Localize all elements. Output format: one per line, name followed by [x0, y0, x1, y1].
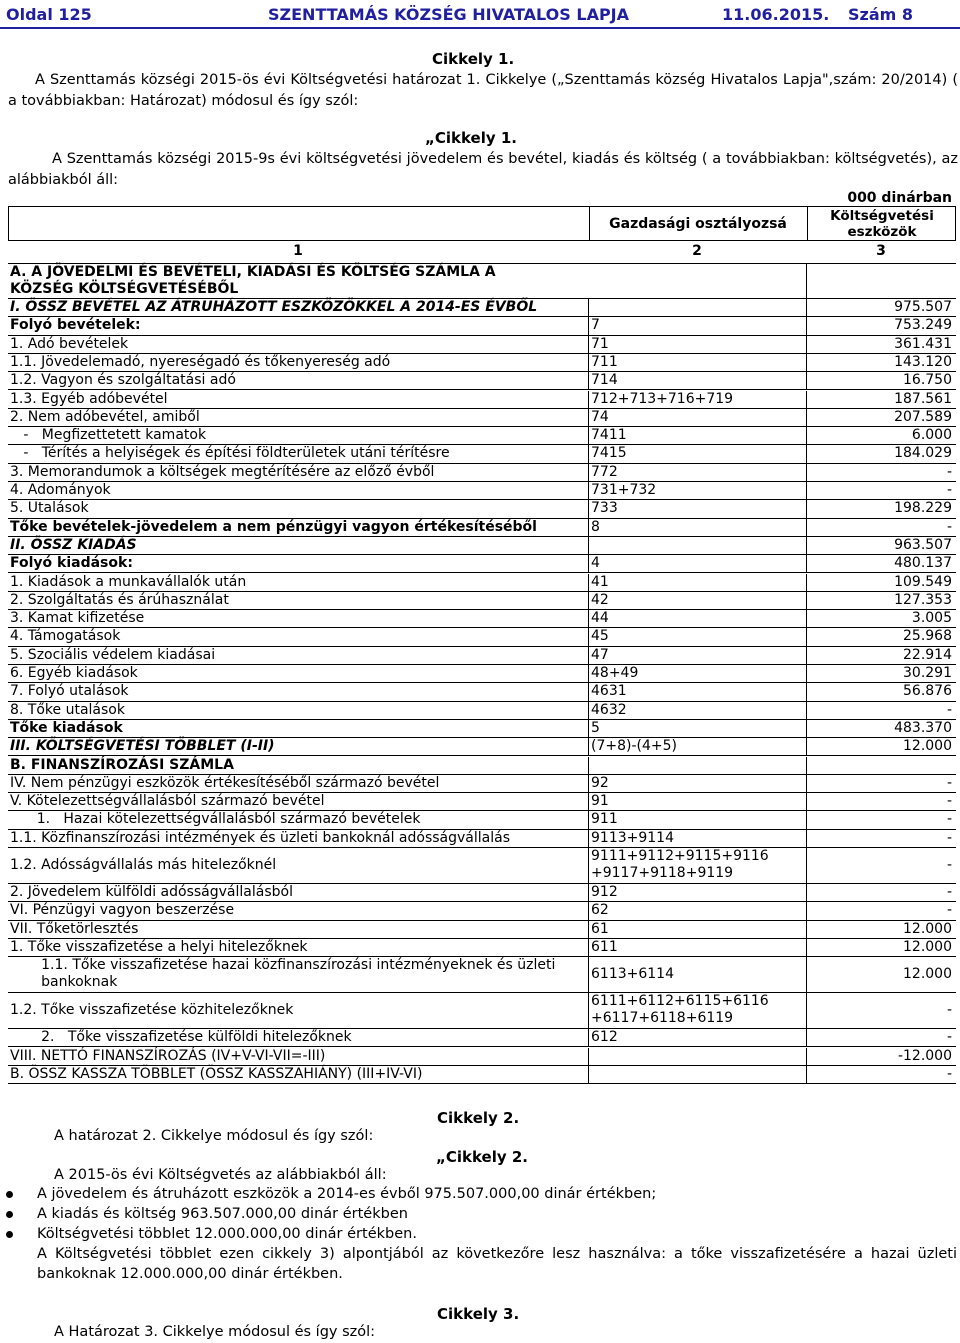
row-amount: - — [946, 1065, 952, 1082]
row-classification: 712+713+716+719 — [591, 390, 734, 407]
row-classification: 4631 — [591, 683, 627, 700]
table-row — [8, 665, 956, 683]
row-classification: 4632 — [591, 701, 627, 718]
table-row — [8, 628, 956, 646]
row-classification: 71 — [591, 335, 609, 352]
row-amount: 12.000 — [903, 920, 952, 937]
row-label: 4. Adományok — [10, 482, 111, 498]
row-amount: 207.589 — [894, 408, 952, 425]
row-label: 1.1. Tőke visszafizetése hazai közfinanszírozási intézményeknek és üzleti bankoknak — [10, 957, 556, 991]
article-3-lead: A Határozat 3. Cikkelye módosul és így szól: — [54, 1324, 376, 1340]
row-classification: 44 — [591, 610, 609, 627]
row-label: 1.2. Vagyon és szolgáltatási adó — [10, 372, 236, 389]
row-amount: 483.370 — [894, 719, 952, 736]
table-row — [8, 811, 956, 829]
table-row — [8, 993, 956, 1029]
bullet-icon — [6, 1231, 13, 1238]
row-classification: 911 — [591, 811, 618, 828]
row-amount: 127.353 — [894, 591, 952, 608]
table-row — [8, 793, 956, 811]
row-classification: 62 — [591, 902, 609, 919]
article-3-title: Cikkely 3. — [437, 1305, 520, 1323]
row-classification: 9113+9114 — [591, 829, 674, 846]
row-classification: 41 — [591, 573, 609, 590]
row-amount: - — [946, 463, 952, 480]
col-header-economic-classification: Gazdasági osztályozsá — [609, 216, 787, 232]
table-row — [8, 957, 956, 993]
table-row — [8, 574, 956, 592]
row-classification: 45 — [591, 628, 609, 645]
table-row — [8, 720, 956, 738]
row-label: Folyó bevételek: — [10, 317, 141, 334]
row-amount: - — [946, 518, 952, 535]
table-row — [8, 738, 956, 756]
row-label: 2. Szolgáltatás és árúhasználat — [10, 591, 229, 608]
row-amount: 12.000 — [903, 738, 952, 755]
col-header-budget-funds: Költségvetési eszközök — [830, 208, 934, 240]
table-row — [8, 830, 956, 848]
row-label: 1.1. Közfinanszírozási intézmények és üzleti bankoknál adósságvállalás — [10, 829, 511, 846]
table-row — [8, 391, 956, 409]
row-classification: 714 — [591, 372, 618, 389]
row-label: 3. Kamat kifizetése — [10, 610, 145, 627]
row-amount: 12.000 — [903, 938, 952, 955]
table-row — [8, 354, 956, 372]
row-classification: 4 — [591, 555, 600, 572]
table-row — [8, 1066, 956, 1084]
table-row — [8, 482, 956, 500]
row-label: B. ÖSSZ KASSZA TÖBBLET (ÖSSZ KASSZAHIÁNY) (III+IV-VI) — [10, 1065, 423, 1082]
row-classification: 7415 — [591, 445, 627, 462]
table-row — [8, 445, 956, 463]
table-row — [8, 683, 956, 701]
table-row — [8, 555, 956, 573]
article-2-lead: A határozat 2. Cikkelye módosul és így szól: — [54, 1128, 374, 1144]
bullet-item: Költségvetési többlet 12.000.000,00 dinár értékben. — [0, 1224, 957, 1244]
table-row — [8, 757, 956, 775]
row-amount: - — [946, 774, 952, 791]
row-amount: - — [946, 793, 952, 810]
row-amount: - — [946, 482, 952, 498]
table-row — [8, 299, 956, 317]
row-label: 5. Utalások — [10, 500, 89, 517]
row-label: 2. Nem adóbevétel, amiből — [10, 408, 200, 425]
row-classification: (7+8)-(4+5) — [591, 738, 677, 755]
row-amount: 480.137 — [894, 555, 952, 572]
row-classification: 74 — [591, 408, 609, 425]
row-amount: 143.120 — [894, 353, 952, 370]
bullet-icon — [6, 1211, 13, 1218]
row-classification: 5 — [591, 719, 600, 736]
row-label: V. Kötelezettségvállalásból származó bevétel — [10, 793, 325, 810]
table-row — [8, 317, 956, 335]
article-2-quote-title: „Cikkely 2. — [436, 1148, 529, 1166]
article-1-title: Cikkely 1. — [432, 50, 515, 68]
row-classification: 42 — [591, 591, 609, 608]
table-unit: 000 dinárban — [847, 190, 952, 206]
row-label: A. A JÖVEDELMI ÉS BEVÉTELI, KIADÁSI ÉS KÖLTSÉG SZÁMLA A KÖZSÉG KÖLTSÉGVETÉSÉBŐL — [10, 264, 496, 297]
row-amount: - — [946, 902, 952, 919]
row-amount: 22.914 — [903, 646, 952, 663]
table-row — [8, 519, 956, 537]
table-row — [8, 537, 956, 555]
row-classification: 7 — [591, 317, 600, 334]
row-label: I. ÖSSZ BEVÉTEL AZ ÁTRUHÁZOTT ESZKÖZÖKKEL A 2014-ES ÉVBŐL — [10, 299, 538, 315]
table-header — [8, 206, 956, 241]
table-row — [8, 336, 956, 354]
article-1-quote-text: A Szenttamás községi 2015-9s évi költségvetési jövedelem és bevétel, kiadás és költség ( a továbbiakban: költségvetés), az alábbiakból áll: — [8, 151, 958, 188]
table-row — [8, 464, 956, 482]
row-amount: 963.507 — [894, 536, 952, 553]
row-label: 3. Memorandumok a költségek megtérítésére az előző évből — [10, 463, 435, 480]
row-label: 4. Támogatások — [10, 628, 121, 645]
row-classification: 92 — [591, 774, 609, 791]
row-label: - Térítés a helyiségek és építési földterületek utáni térítésre — [10, 445, 450, 462]
row-label: IV. Nem pénzügyi eszközök értékesítéséből származó bevétel — [10, 774, 440, 791]
row-classification: 6113+6114 — [591, 966, 674, 983]
issue-date: 11.06.2015. — [722, 5, 830, 24]
row-classification: 8 — [591, 518, 600, 535]
row-amount: 12.000 — [903, 966, 952, 983]
row-label: Tőke kiadások — [10, 719, 123, 736]
article-1-intro: A Szenttamás községi 2015-ös évi Költségvetési határozat 1. Cikkelye („Szenttamás község Hivatalos Lapja",szám: 20/2014) ( a továbbiakban: Határozat) módosul és így szól: — [8, 72, 958, 109]
row-amount: 6.000 — [911, 427, 952, 444]
row-amount: 187.561 — [894, 390, 952, 407]
row-amount: - — [946, 1029, 952, 1046]
row-classification: 611 — [591, 938, 618, 955]
page-header — [0, 5, 960, 29]
issue-number: Szám 8 — [848, 5, 914, 24]
table-row — [8, 427, 956, 445]
table-row — [8, 263, 956, 299]
table-row — [8, 939, 956, 957]
table-row — [8, 848, 956, 884]
table-row — [8, 921, 956, 939]
row-amount: 109.549 — [894, 573, 952, 590]
article-2-title: Cikkely 2. — [437, 1109, 520, 1127]
article-2-bullets — [0, 1184, 960, 1284]
row-classification: 7411 — [591, 427, 627, 444]
row-label: 1.1. Jövedelemadó, nyereségadó és tőkenyereség adó — [10, 353, 391, 370]
row-amount: 198.229 — [894, 500, 952, 517]
row-amount: - — [946, 857, 952, 873]
row-label: VI. Pénzügyi vagyon beszerzése — [10, 902, 235, 919]
row-label: 2. Tőke visszafizetése külföldi hitelezőknek — [10, 1029, 352, 1046]
table-row — [8, 409, 956, 427]
table-row — [8, 372, 956, 390]
row-label: 8. Tőke utalások — [10, 701, 125, 718]
bullet-item: A jövedelem és átruházott eszközök a 2014-es évből 975.507.000,00 dinár értékben; — [0, 1184, 957, 1204]
column-number-row: 1 2 3 — [293, 243, 886, 259]
row-label: - Megfizettetett kamatok — [10, 427, 207, 444]
row-amount: -12.000 — [897, 1047, 952, 1064]
row-classification: 6111+6112+6115+6116 +6117+6118+6119 — [591, 993, 769, 1027]
row-amount: - — [946, 884, 952, 900]
row-label: 1. Adó bevételek — [10, 335, 129, 352]
bullet-item: A Költségvetési többlet ezen cikkely 3) alpontjából az következőre lesz használva: a tőke visszafizetésére a hazai üzleti bankoknak 12.000.000,00 dinár értékben. — [37, 1246, 957, 1282]
table-row — [8, 702, 956, 720]
row-classification: 47 — [591, 646, 609, 663]
article-1-quote-title: „Cikkely 1. — [425, 129, 518, 147]
table-row — [8, 884, 956, 902]
row-amount: 3.005 — [911, 610, 952, 627]
bullet-item: A kiadás és költség 963.507.000,00 dinár értékben — [0, 1204, 957, 1224]
row-label: 1. Tőke visszafizetése a helyi hitelezőknek — [10, 938, 308, 955]
row-label: Tőke bevételek-jövedelem a nem pénzügyi vagyon értékesítéséből — [10, 518, 537, 535]
row-label: III. KÖLTSÉGVETÉSI TÖBBLET (I-II) — [10, 738, 275, 755]
row-label: II. ÖSSZ KIADÁS — [10, 536, 137, 553]
table-row — [8, 775, 956, 793]
row-label: 1.3. Egyéb adóbevétel — [10, 390, 168, 407]
row-amount: - — [946, 811, 952, 828]
row-amount: 25.968 — [903, 628, 952, 645]
row-classification: 612 — [591, 1029, 618, 1046]
row-amount: - — [946, 1002, 952, 1019]
article-2-sub: A 2015-ös évi Költségvetés az alábbiakból áll: — [54, 1167, 387, 1183]
row-classification: 772 — [591, 463, 618, 480]
table-row — [8, 647, 956, 665]
publication-title: SZENTTAMÁS KÖZSÉG HIVATALOS LAPJA — [268, 5, 630, 24]
row-label: B. FINANSZÍROZÁSI SZÁMLA — [10, 756, 234, 773]
row-label: 7. Folyó utalások — [10, 683, 129, 700]
row-classification: 711 — [591, 353, 618, 370]
row-classification: 731+732 — [591, 482, 657, 498]
row-classification: 733 — [591, 500, 618, 517]
row-label: 6. Egyéb kiadások — [10, 665, 138, 681]
row-classification: 912 — [591, 884, 618, 900]
row-amount: - — [946, 829, 952, 846]
row-label: Folyó kiadások: — [10, 555, 133, 572]
row-label: 1. Kiadások a munkavállalók után — [10, 573, 247, 590]
row-amount: 184.029 — [894, 445, 952, 462]
table-row — [8, 610, 956, 628]
row-label: VII. Tőketörlesztés — [10, 920, 139, 937]
row-label: 2. Jövedelem külföldi adósságvállalásból — [10, 884, 293, 900]
row-label: VIII. NETTÓ FINANSZÍROZÁS (IV+V-VI-VII=-III) — [10, 1047, 326, 1064]
row-amount: 30.291 — [903, 665, 952, 681]
table-row — [8, 1048, 956, 1066]
row-classification: 91 — [591, 793, 609, 810]
row-amount: 56.876 — [903, 683, 952, 700]
table-row — [8, 902, 956, 920]
row-label: 1. Hazai kötelezettségvállalásból származó bevételek — [10, 811, 421, 828]
row-amount: 16.750 — [903, 372, 952, 389]
row-label: 1.2. Tőke visszafizetése közhitelezőknek — [10, 1002, 294, 1019]
row-classification: 9111+9112+9115+9116 +9117+9118+9119 — [591, 848, 769, 881]
table-row — [8, 500, 956, 518]
page-number: Oldal 125 — [6, 5, 92, 24]
row-amount: 975.507 — [894, 299, 952, 315]
row-amount: - — [946, 701, 952, 718]
row-amount: 753.249 — [894, 317, 952, 334]
row-amount: 361.431 — [894, 335, 952, 352]
table-row — [8, 592, 956, 610]
table-row — [8, 1029, 956, 1047]
row-label: 1.2. Adósságvállalás más hitelezőknél — [10, 857, 277, 873]
row-label: 5. Szociális védelem kiadásai — [10, 646, 216, 663]
row-classification: 61 — [591, 920, 609, 937]
row-classification: 48+49 — [591, 665, 639, 681]
bullet-icon — [6, 1191, 13, 1198]
